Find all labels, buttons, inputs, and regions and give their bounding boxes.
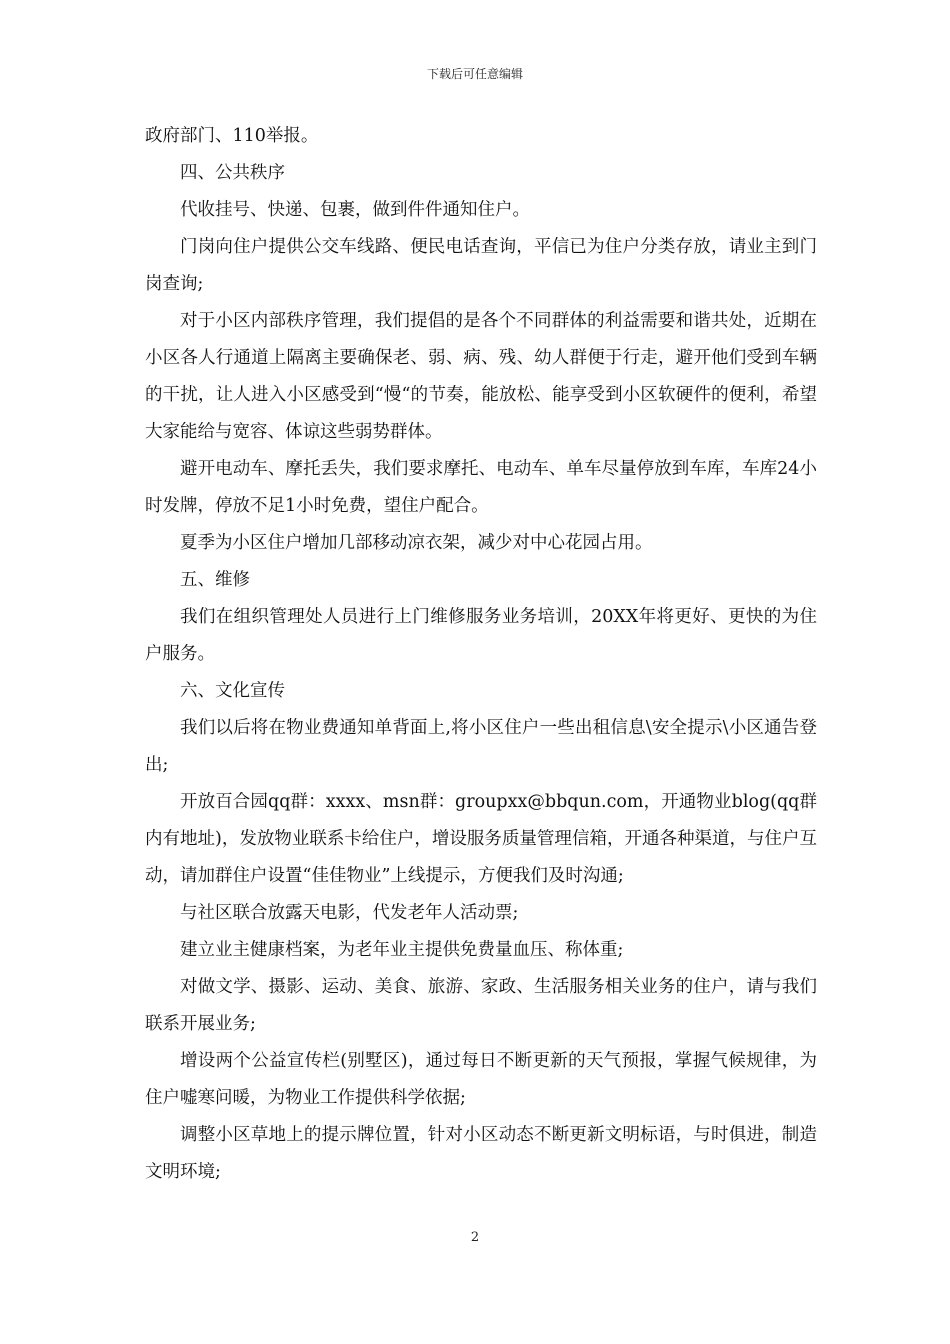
section-heading: 四、公共秩序 bbox=[180, 163, 285, 183]
section-heading: 六、文化宣传 bbox=[180, 681, 285, 701]
paragraph: 建立业主健康档案，为老年业主提供免费量血压、称体重; bbox=[180, 940, 624, 960]
paragraph: 门岗向住户提供公交车线路、便民电话查询，平信已为住户分类存放，请业主到门岗查询; bbox=[145, 237, 817, 294]
document-body bbox=[145, 118, 817, 1191]
paragraph: 调整小区草地上的提示牌位置，针对小区动态不断更新文明标语，与时俱进，制造文明环境; bbox=[145, 1125, 817, 1182]
paragraph: 我们以后将在物业费通知单背面上,将小区住户一些出租信息\安全提示\小区通告登出; bbox=[145, 718, 817, 775]
page-number: 2 bbox=[470, 1230, 480, 1245]
paragraph: 夏季为小区住户增加几部移动凉衣架，减少对中心花园占用。 bbox=[180, 533, 653, 553]
paragraph: 与社区联合放露天电影，代发老年人活动票; bbox=[180, 903, 519, 923]
paragraph: 我们在组织管理处人员进行上门维修服务业务培训，20XX年将更好、更快的为住户服务。 bbox=[145, 607, 817, 664]
section-heading: 五、维修 bbox=[180, 570, 250, 590]
paragraph: 避开电动车、摩托丢失，我们要求摩托、电动车、单车尽量停放到车库，车库24小时发牌，停放不足1小时免费，望住户配合。 bbox=[145, 459, 817, 516]
paragraph: 增设两个公益宣传栏(别墅区)，通过每日不断更新的天气预报，掌握气候规律，为住户嘘寒问暖，为物业工作提供科学依据; bbox=[145, 1051, 817, 1108]
paragraph: 代收挂号、快递、包裹，做到件件通知住户。 bbox=[180, 200, 530, 220]
paragraph: 对于小区内部秩序管理，我们提倡的是各个不同群体的利益需要和谐共处，近期在小区各人行通道上隔离主要确保老、弱、病、残、幼人群便于行走，避开他们受到车辆的干扰，让人进入小区感受到“慢“的节奏，能放松、能享受到小区软硬件的便利，希望大家能给与宽容、体谅这些弱势群体。 bbox=[145, 311, 817, 442]
paragraph: 对做文学、摄影、运动、美食、旅游、家政、生活服务相关业务的住户，请与我们联系开展业务; bbox=[145, 977, 817, 1034]
paragraph: 开放百合园qq群：xxxx、msn群：groupxx@bbqun.com，开通物业blog(qq群内有地址)，发放物业联系卡给住户，增设服务质量管理信箱，开通各种渠道，与住户互动，请加群住户设置“佳佳物业”上线提示，方便我们及时沟通; bbox=[145, 792, 817, 886]
page-header: 下载后可任意编辑 bbox=[426, 67, 523, 81]
paragraph: 政府部门、110举报。 bbox=[145, 126, 319, 146]
